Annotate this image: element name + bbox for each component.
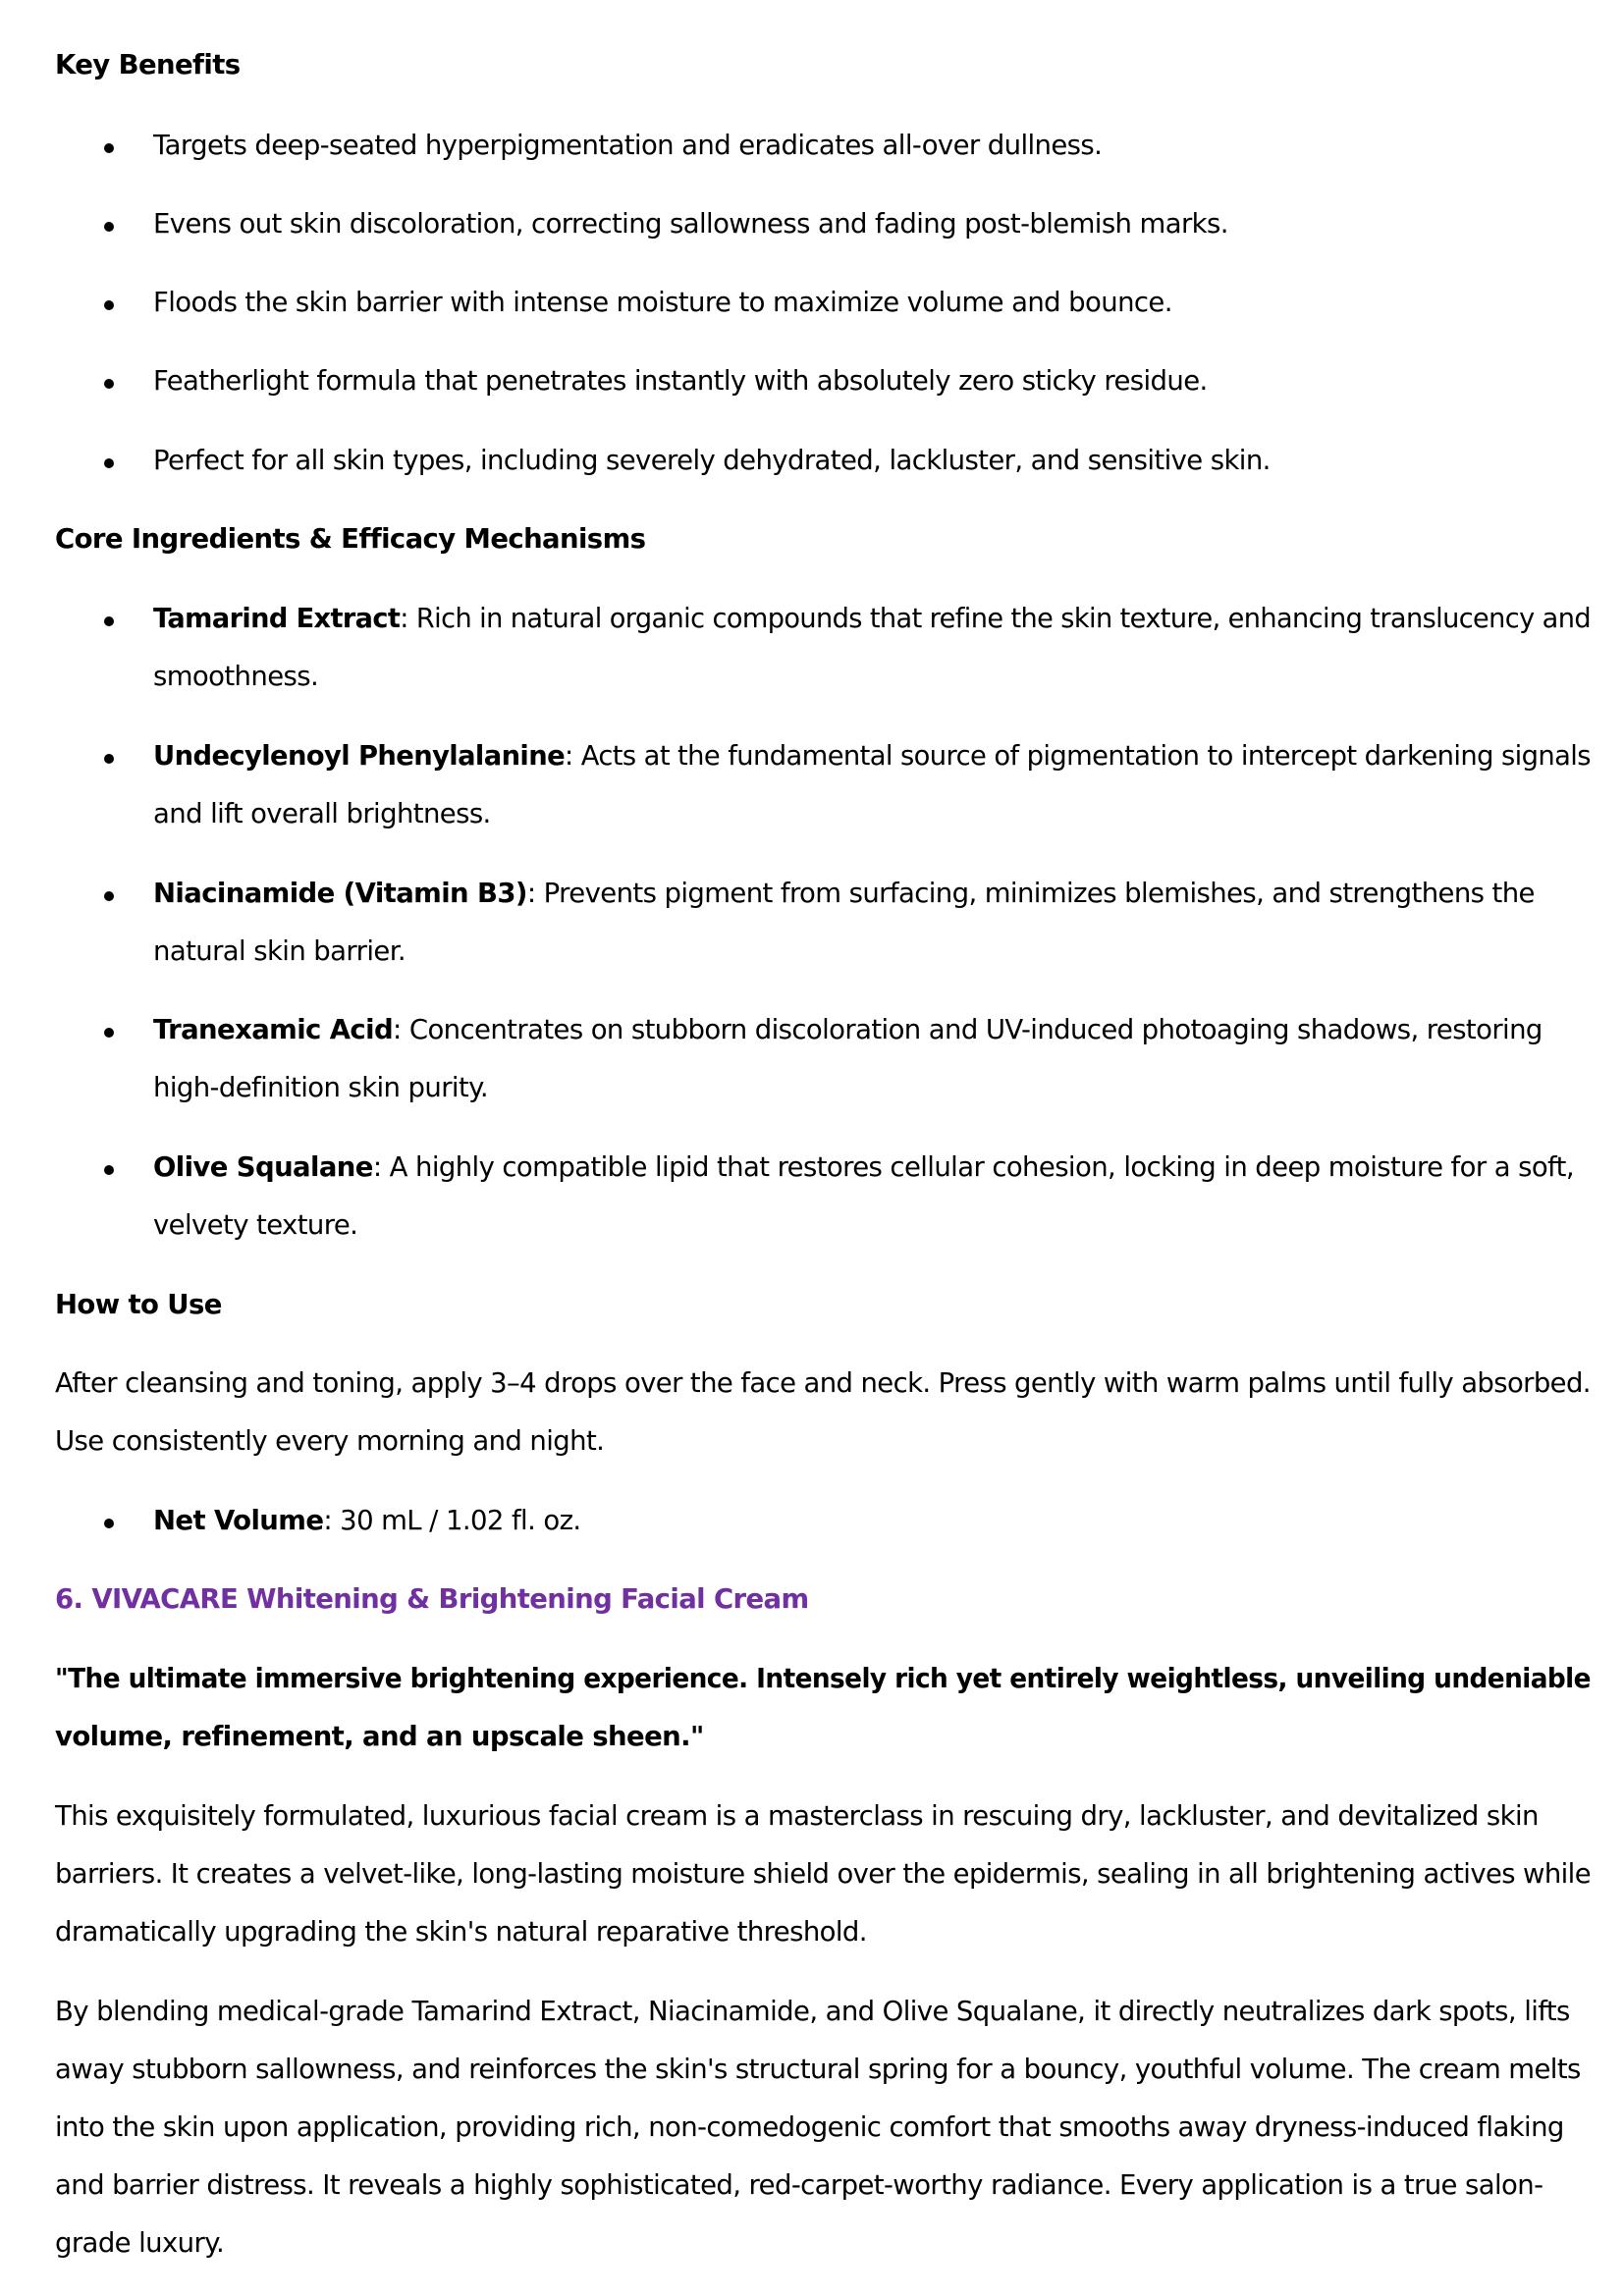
paragraph-line: and barrier distress. It reveals a highly sophisticated, red-carpet-worthy radiance. Every application is a true salon-: [55, 2169, 1543, 2201]
ingredient-name: Olive Squalane: [153, 1151, 373, 1183]
paragraph-line: This exquisitely formulated, luxurious facial cream is a masterclass in rescuing dry, lackluster, and devitalized skin: [55, 1800, 1539, 1832]
ingredient-desc: : Rich in natural organic compounds that refine the skin texture, enhancing translucency and: [400, 603, 1591, 634]
product-title: 6. VIVACARE Whitening & Brightening Facial Cream: [55, 1583, 809, 1615]
paragraph-line: barriers. It creates a velvet-like, long-lasting moisture shield over the epidermis, sealing in all brightening actives while: [55, 1858, 1591, 1890]
bullet-icon: [104, 458, 114, 468]
paragraph-line: into the skin upon application, providing rich, non-comedogenic comfort that smooths away dryness-induced flaking: [55, 2111, 1564, 2143]
ingredient-desc-cont: high-definition skin purity.: [153, 1072, 489, 1103]
ingredient-name: Niacinamide (Vitamin B3): [153, 878, 527, 909]
ingredient-item: [153, 1014, 1543, 1045]
ingredient-desc: : Concentrates on stubborn discoloration and UV-induced photoaging shadows, restoring: [393, 1014, 1543, 1045]
ingredient-desc: : Prevents pigment from surfacing, minimizes blemishes, and strengthens the: [526, 878, 1535, 909]
ingredient-name: Tranexamic Acid: [153, 1014, 394, 1045]
ingredient-item: [153, 1151, 1574, 1183]
paragraph-line: dramatically upgrading the skin's natural reparative threshold.: [55, 1916, 867, 1948]
bullet-icon: [104, 300, 114, 310]
benefit-item: Perfect for all skin types, including severely dehydrated, lackluster, and sensitive skin.: [153, 445, 1271, 476]
net-volume-item: [153, 1505, 581, 1536]
net-volume-label: Net Volume: [153, 1505, 324, 1536]
ingredient-desc: : A highly compatible lipid that restores cellular cohesion, locking in deep moisture for a soft,: [372, 1151, 1574, 1183]
ingredient-desc: : Acts at the fundamental source of pigmentation to intercept darkening signals: [565, 740, 1591, 772]
bullet-icon: [104, 1165, 114, 1175]
ingredient-item: [153, 878, 1535, 909]
product-quote-cont: volume, refinement, and an upscale sheen.": [55, 1721, 704, 1752]
ingredients-heading: Core Ingredients & Efficacy Mechanisms: [55, 523, 646, 555]
ingredient-desc-cont: natural skin barrier.: [153, 935, 406, 967]
bullet-icon: [104, 1028, 114, 1038]
how-to-use-text-cont: Use consistently every morning and night.: [55, 1425, 605, 1457]
ingredient-name: Undecylenoyl Phenylalanine: [153, 740, 566, 772]
benefit-item: Evens out skin discoloration, correcting sallowness and fading post-blemish marks.: [153, 208, 1228, 240]
benefit-item: Featherlight formula that penetrates instantly with absolutely zero sticky residue.: [153, 365, 1208, 397]
ingredient-item: [153, 603, 1591, 634]
bullet-icon: [104, 143, 114, 153]
bullet-icon: [104, 1519, 114, 1528]
net-volume-value: : 30 mL / 1.02 fl. oz.: [323, 1505, 581, 1536]
key-benefits-heading: Key Benefits: [55, 49, 241, 80]
ingredient-desc-cont: velvety texture.: [153, 1209, 358, 1241]
paragraph-line: grade luxury.: [55, 2227, 225, 2259]
bullet-icon: [104, 891, 114, 901]
ingredient-name: Tamarind Extract: [153, 603, 401, 634]
bullet-icon: [104, 379, 114, 389]
product-quote: "The ultimate immersive brightening experience. Intensely rich yet entirely weightless, unveiling undeniable: [55, 1663, 1591, 1694]
how-to-use-text: After cleansing and toning, apply 3–4 drops over the face and neck. Press gently with warm palms until fully absorbed.: [55, 1367, 1591, 1399]
benefit-item: Floods the skin barrier with intense moisture to maximize volume and bounce.: [153, 287, 1172, 318]
bullet-icon: [104, 754, 114, 764]
ingredient-desc-cont: and lift overall brightness.: [153, 798, 491, 829]
ingredient-desc-cont: smoothness.: [153, 661, 319, 692]
paragraph-line: By blending medical-grade Tamarind Extract, Niacinamide, and Olive Squalane, it directly neutralizes dark spots, lifts: [55, 1996, 1570, 2027]
paragraph-line: away stubborn sallowness, and reinforces the skin's structural spring for a bouncy, youthful volume. The cream melts: [55, 2054, 1581, 2085]
ingredient-item: [153, 740, 1591, 772]
bullet-icon: [104, 616, 114, 626]
benefit-item: Targets deep-seated hyperpigmentation and eradicates all-over dullness.: [153, 130, 1103, 161]
how-to-use-heading: How to Use: [55, 1289, 222, 1320]
bullet-icon: [104, 222, 114, 232]
